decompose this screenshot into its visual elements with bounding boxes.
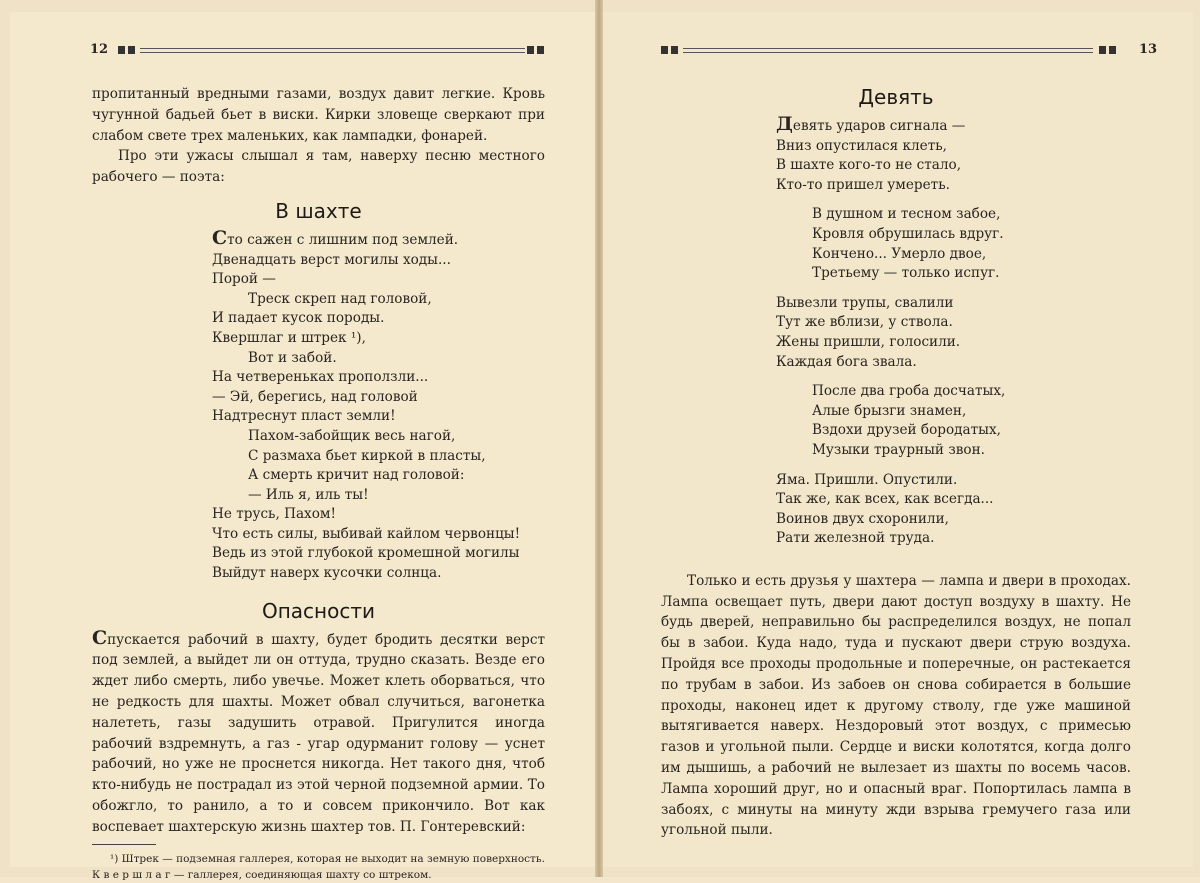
poem-line-text: Музыки траурный звон. — [812, 441, 985, 458]
poem-line — [212, 349, 545, 369]
poem-line-text: Так же, как всех, как всегда... — [776, 491, 994, 508]
poem-line — [776, 113, 1131, 137]
poem-line — [212, 447, 545, 467]
poem-line-text: Ведь из этой глубокой кромешной могилы — [212, 545, 520, 562]
poem-line — [212, 251, 545, 271]
poem-line — [776, 294, 1131, 314]
poem-line-text: Алые брызги знамен, — [812, 402, 967, 419]
header-rule — [140, 48, 525, 53]
stanza — [776, 294, 1131, 372]
intro-text — [92, 84, 545, 188]
poem-line — [776, 490, 1131, 510]
poem-line-text: Каждая бога звала. — [776, 353, 917, 370]
poem-line — [776, 471, 1131, 491]
right-page — [603, 12, 1193, 867]
ornament-block — [661, 46, 679, 54]
poem-line-text: В шахте кого-то не стало, — [776, 157, 962, 174]
right-page-content — [661, 84, 1131, 841]
poem-line-text: Пахом-забойщик весь нагой, — [248, 427, 456, 444]
poem-line-text: Кровля обрушилась вдруг. — [812, 225, 1004, 242]
stanza — [776, 113, 1131, 195]
poem-line — [212, 329, 545, 349]
left-page-content — [92, 84, 545, 883]
poem-line-text: Двенадцать верст могилы ходы... — [212, 251, 451, 268]
poem-line — [776, 529, 1131, 549]
paragraph: Про эти ужасы слышал я там, наверху песню местного рабочего — поэта: — [92, 148, 545, 186]
poem-line-text: Рати железной труда. — [776, 530, 935, 547]
poem-line — [776, 264, 1131, 284]
stanza — [776, 471, 1131, 549]
poem-line-text: — Эй, берегись, над головой — [212, 388, 418, 405]
poem-line-text: Жены пришли, голосили. — [776, 333, 961, 350]
poem-line-text: А смерть кричит над головой: — [248, 467, 465, 484]
footnote-rule — [92, 844, 156, 845]
poem-line-text: С размаха бьет киркой в пласты, — [248, 447, 486, 464]
left-page — [10, 12, 595, 881]
left-page-header — [90, 42, 545, 58]
paragraph: пускается рабочий в шахту, будет бродить десятки верст под землей, а выйдет ли он оттуда, трудно сказать. Везде его ждет либо смерть, либо увечье. Может клеть оборваться, что не редкость для шахты. Может обвал случиться, вагонетка налететь, газы задушить отравой. Пригулится иногда рабочий вздремнуть, а газ - угар одурманит голову — уснет рабочий, но уже не проснется никогда. Нет такого дня, чтоб кто-нибудь не пострадал из этой черной подземной армии. То обожгло, то ранило, а то и совсем прикончило. Вот как воспевает шахтерскую жизнь шахтер тов. П. Гонтеревский: — [92, 631, 545, 835]
page-number: 13 — [1139, 42, 1158, 57]
poem-line — [212, 427, 545, 447]
ornament-block — [1099, 46, 1117, 54]
poem-line — [776, 225, 1131, 245]
poem-line — [212, 388, 545, 408]
poem-line — [776, 245, 1131, 265]
stanza — [776, 205, 1131, 283]
poem-line-text: Квершлаг и штрек ¹), — [212, 329, 366, 346]
poem-line-text: Выйдут наверх кусочки солнца. — [212, 565, 442, 582]
poem-line-text: Третьему — только испуг. — [812, 265, 1000, 282]
poem-line — [212, 226, 545, 251]
poem-line — [776, 205, 1131, 225]
poem-line — [776, 441, 1131, 461]
poem-line — [776, 137, 1131, 157]
poem-line — [776, 353, 1131, 373]
paragraph: пропитанный вредными газами, воздух давит легкие. Кровь чугунной бадьей бьет в виски. Кирки зловеще сверкают при слабом свете трех маленьких, как лампадки, фонарей. — [92, 86, 545, 144]
poem-line-text: Не трусь, Пахом! — [212, 506, 336, 523]
poem-line-text: Вывезли трупы, свалили — [776, 294, 954, 311]
poem-line-text: Что есть силы, выбивай кайлом червонцы! — [212, 525, 521, 542]
drop-cap: Д — [776, 113, 793, 135]
poem-line — [776, 421, 1131, 441]
poem-line-text: Надтреснут пласт земли! — [212, 408, 396, 425]
poem-line-text: Вздохи друзей бородатых, — [812, 422, 1001, 439]
poem-line — [776, 382, 1131, 402]
poem-line-text: Воинов двух схоронили, — [776, 510, 949, 527]
poem-line-text: На четвереньках проползли... — [212, 369, 429, 386]
poem-line — [212, 564, 545, 584]
poem-line — [212, 309, 545, 329]
poem-line — [212, 407, 545, 427]
poem-line — [212, 486, 545, 506]
drop-cap: С — [92, 626, 108, 649]
poem-line-text: Вниз опустилася клеть, — [776, 137, 947, 154]
poem-line-text: Тут же вблизи, у ствола. — [776, 314, 953, 331]
paragraph: Только и есть друзья у шахтера — лампа и двери в проходах. Лампа освещает путь, двери дают доступ воздуху в шахту. Не будь дверей, неправильно бы распределился воздух, не попал бы в забои. Куда надо, туда и пускают двери струю воздуха. Пройдя все проходы продольные и поперечные, он растекается по трубам в забои. Из забоев он снова собирается в большие проходы, наконец идет к другому стволу, где уже машиной вытягивается наверх. Нездоровый этот воздух, с примесью газов и угольной пыли. Сердце и виски колотятся, когда долго им дышишь, а рабочий не вылезает из шахты по восемь часов. Лампа хороший друг, но и опасный враг. Попортилась лампа в забоях, с минуты на минуту жди взрыва гремучего газа или угольной пыли. — [661, 572, 1131, 839]
poem-line — [776, 313, 1131, 333]
poem-line — [776, 333, 1131, 353]
book-gutter — [595, 0, 603, 877]
poem-line-text: После два гроба досчатых, — [812, 383, 1006, 400]
poem-line-text: Порой — — [212, 271, 276, 288]
poem-line — [212, 525, 545, 545]
poem-line — [212, 368, 545, 388]
section-title: Опасности — [261, 598, 376, 623]
page-number: 12 — [90, 42, 109, 57]
poem-line-text: Кончено... Умерло двое, — [812, 245, 987, 262]
right-page-header — [661, 42, 1158, 58]
poem-line-text: то сажен с лишним под землей. — [227, 231, 459, 248]
drop-cap: С — [212, 226, 228, 249]
poem-line-text: евять ударов сигнала — — [792, 118, 966, 134]
poem — [776, 113, 1131, 549]
section-text — [92, 626, 545, 838]
poem-line — [212, 290, 545, 310]
ornament-block — [527, 46, 545, 54]
poem-line — [776, 176, 1131, 196]
poem-line — [212, 544, 545, 564]
poem-title: В шахте — [275, 198, 362, 223]
stanza — [776, 382, 1131, 460]
poem-line-text: В душном и тесном забое, — [812, 206, 1001, 223]
poem-line — [776, 510, 1131, 530]
poem-line-text: Яма. Пришли. Опустили. — [776, 471, 958, 488]
poem-line — [212, 270, 545, 290]
prose-text — [661, 571, 1131, 841]
header-rule — [683, 48, 1093, 53]
poem-line-text: И падает кусок породы. — [212, 310, 385, 327]
footnote: ¹) Штрек — подземная галлерея, которая не выходит на земную поверхность. К в е р ш л а г — галлерея, соединяющая шахту со штреком. — [92, 852, 545, 881]
poem-line — [776, 156, 1131, 176]
ornament-block — [118, 46, 136, 54]
poem-line-text: — Иль я, иль ты! — [248, 486, 369, 503]
poem-line-text: Кто-то пришел умереть. — [776, 176, 950, 193]
poem-line-text: Треск скреп над головой, — [248, 290, 432, 307]
poem-line — [776, 402, 1131, 422]
poem-line — [212, 466, 545, 486]
poem-title: Девять — [858, 85, 934, 109]
poem-line — [212, 505, 545, 525]
poem — [92, 226, 545, 584]
poem-line-text: Вот и забой. — [248, 349, 337, 366]
